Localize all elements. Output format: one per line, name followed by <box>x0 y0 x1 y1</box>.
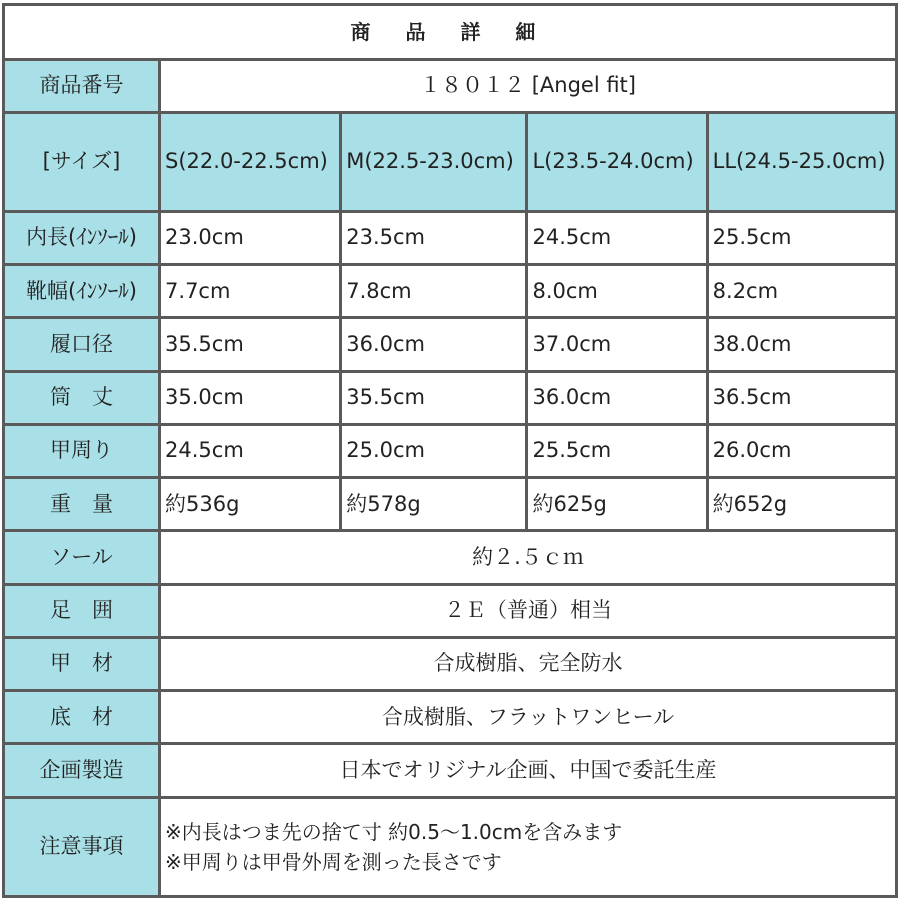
measure-value: 24.5cm <box>528 213 705 263</box>
size-column-s: S(22.0-22.5cm) <box>161 114 339 210</box>
measure-value: 36.5cm <box>709 373 895 423</box>
measure-value: 約625g <box>528 479 705 529</box>
measure-row <box>5 266 895 316</box>
measure-value: 25.5cm <box>709 213 895 263</box>
product-code-row <box>5 61 895 110</box>
detail-row <box>5 692 895 742</box>
product-code-label: 商品番号 <box>5 61 158 110</box>
measure-value: 38.0cm <box>709 319 895 369</box>
size-header-row <box>5 114 895 210</box>
table-title: 商 品 詳 細 <box>5 6 895 58</box>
product-spec-table <box>2 3 898 898</box>
measure-value: 約652g <box>709 479 895 529</box>
detail-label: ソール <box>5 532 158 582</box>
notes-content <box>161 799 895 895</box>
size-label: [サイズ] <box>5 114 158 210</box>
measure-value: 約536g <box>161 479 339 529</box>
notes-row <box>5 799 895 895</box>
detail-row <box>5 639 895 689</box>
measure-label: 内長(ｲﾝｿｰﾙ) <box>5 213 158 263</box>
measure-value: 7.8cm <box>342 266 525 316</box>
notes-label: 注意事項 <box>5 799 158 895</box>
size-column-m: M(22.5-23.0cm) <box>342 114 525 210</box>
measure-value: 25.5cm <box>528 426 705 476</box>
measure-value: 26.0cm <box>709 426 895 476</box>
measure-value: 8.2cm <box>709 266 895 316</box>
measure-value: 37.0cm <box>528 319 705 369</box>
measure-value: 25.0cm <box>342 426 525 476</box>
detail-value: 約２.５ｃｍ <box>161 532 895 582</box>
detail-label: 足 囲 <box>5 586 158 636</box>
measure-value: 35.5cm <box>161 319 339 369</box>
measure-value: 35.0cm <box>161 373 339 423</box>
measure-value: 23.5cm <box>342 213 525 263</box>
measure-row <box>5 426 895 476</box>
measure-row <box>5 319 895 369</box>
measure-value: 約578g <box>342 479 525 529</box>
measure-label: 重 量 <box>5 479 158 529</box>
size-column-l: L(23.5-24.0cm) <box>528 114 705 210</box>
detail-label: 甲 材 <box>5 639 158 689</box>
measure-value: 35.5cm <box>342 373 525 423</box>
detail-label: 企画製造 <box>5 745 158 795</box>
title-row <box>5 6 895 58</box>
measure-value: 36.0cm <box>342 319 525 369</box>
measure-row <box>5 373 895 423</box>
detail-row <box>5 745 895 795</box>
detail-row <box>5 532 895 582</box>
product-code-value: １８０１２ [Angel fit] <box>161 61 895 110</box>
measure-label: 筒 丈 <box>5 373 158 423</box>
measure-value: 36.0cm <box>528 373 705 423</box>
measure-value: 8.0cm <box>528 266 705 316</box>
measure-label: 靴幅(ｲﾝｿｰﾙ) <box>5 266 158 316</box>
detail-value: 合成樹脂、完全防水 <box>161 639 895 689</box>
detail-value: 合成樹脂、フラットワンヒール <box>161 692 895 742</box>
measure-row <box>5 213 895 263</box>
detail-row <box>5 586 895 636</box>
note-line: ※甲周りは甲骨外周を測った長さです <box>165 849 502 874</box>
measure-value: 23.0cm <box>161 213 339 263</box>
detail-value: ２Ｅ（普通）相当 <box>161 586 895 636</box>
measure-label: 甲周り <box>5 426 158 476</box>
detail-label: 底 材 <box>5 692 158 742</box>
measure-value: 24.5cm <box>161 426 339 476</box>
measure-row <box>5 479 895 529</box>
measure-label: 履口径 <box>5 319 158 369</box>
measure-value: 7.7cm <box>161 266 339 316</box>
note-line: ※内長はつま先の捨て寸 約0.5～1.0cmを含みます <box>165 819 623 844</box>
detail-value: 日本でオリジナル企画、中国で委託生産 <box>161 745 895 795</box>
size-column-ll: LL(24.5-25.0cm) <box>709 114 895 210</box>
